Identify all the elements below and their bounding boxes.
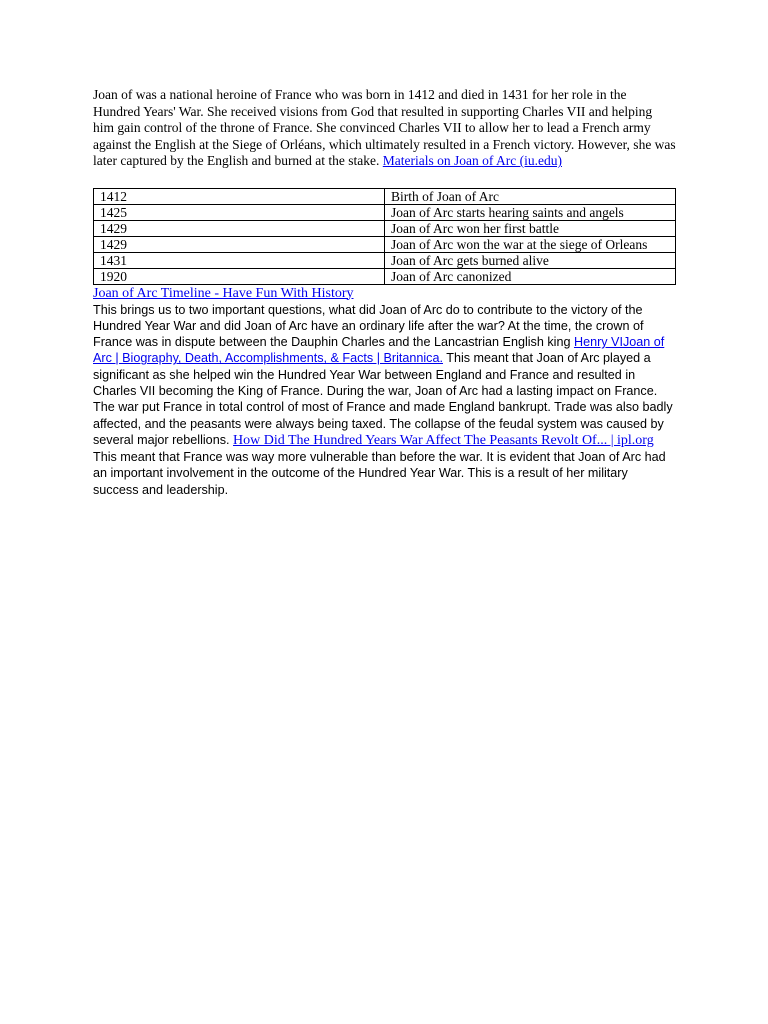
timeline-row (94, 204, 676, 220)
timeline-year: 1425 (94, 204, 385, 220)
timeline-event: Birth of Joan of Arc (385, 188, 676, 204)
timeline-row (94, 252, 676, 268)
document-page (93, 87, 676, 498)
timeline-row (94, 188, 676, 204)
timeline-event: Joan of Arc starts hearing saints and angels (385, 204, 676, 220)
body-text-3: This meant that France was way more vulnerable than before the war. It is evident that Joan of Arc had an important involvement in the outcome of the Hundred Year War. This is a result of her military success and leadership. (93, 450, 666, 497)
timeline-year: 1429 (94, 220, 385, 236)
materials-link[interactable]: Materials on Joan of Arc (iu.edu) (382, 153, 562, 168)
ipl-link[interactable]: How Did The Hundred Years War Affect The Peasants Revolt Of... | ipl.org (233, 432, 654, 448)
timeline-year: 1431 (94, 252, 385, 268)
timeline-event: Joan of Arc gets burned alive (385, 252, 676, 268)
timeline-year: 1920 (94, 268, 385, 284)
intro-text: Joan of was a national heroine of France who was born in 1412 and died in 1431 for her role in the Hundred Years' War. She received visions from God that resulted in supporting Charles VII and helping him gain control of the throne of France. She convinced Charles VII to allow her to lead a French army against the English at the Siege of Orléans, which ultimately resulted in a French victory. However, she was later captured by the English and burned at the stake. (93, 87, 676, 168)
timeline-year: 1412 (94, 188, 385, 204)
body-text-2: This meant that Joan of Arc played a significant as she helped win the Hundred Year War between England and France and resulted in Charles VII becoming the King of France. During the war, Joan of Arc had a lasting impact on France. The war put France in total control of most of France and made England bankrupt. Trade was also badly affected, and the peasants were always being taxed. The collapse of the feudal system was caused by several major rebellions. (93, 351, 673, 447)
timeline-event: Joan of Arc won the war at the siege of Orleans (385, 236, 676, 252)
timeline-source-link[interactable]: Joan of Arc Timeline - Have Fun With History (93, 285, 354, 301)
timeline-row (94, 268, 676, 284)
body-paragraph (93, 302, 676, 499)
timeline-table (93, 188, 676, 285)
timeline-year: 1429 (94, 236, 385, 252)
body-text-1: This brings us to two important questions, what did Joan of Arc do to contribute to the victory of the Hundred Year War and did Joan of Arc have an ordinary life after the war? At the time, the crown of France was in dispute between the Dauphin Charles and the Lancastrian English king (93, 302, 644, 350)
timeline-row (94, 236, 676, 252)
intro-paragraph (93, 87, 676, 170)
timeline-event: Joan of Arc canonized (385, 268, 676, 284)
timeline-event: Joan of Arc won her first battle (385, 220, 676, 236)
britannica-link[interactable]: Henry VIJoan of Arc | Biography, Death, Accomplishments, & Facts | Britannica. (93, 335, 665, 366)
timeline-row (94, 220, 676, 236)
